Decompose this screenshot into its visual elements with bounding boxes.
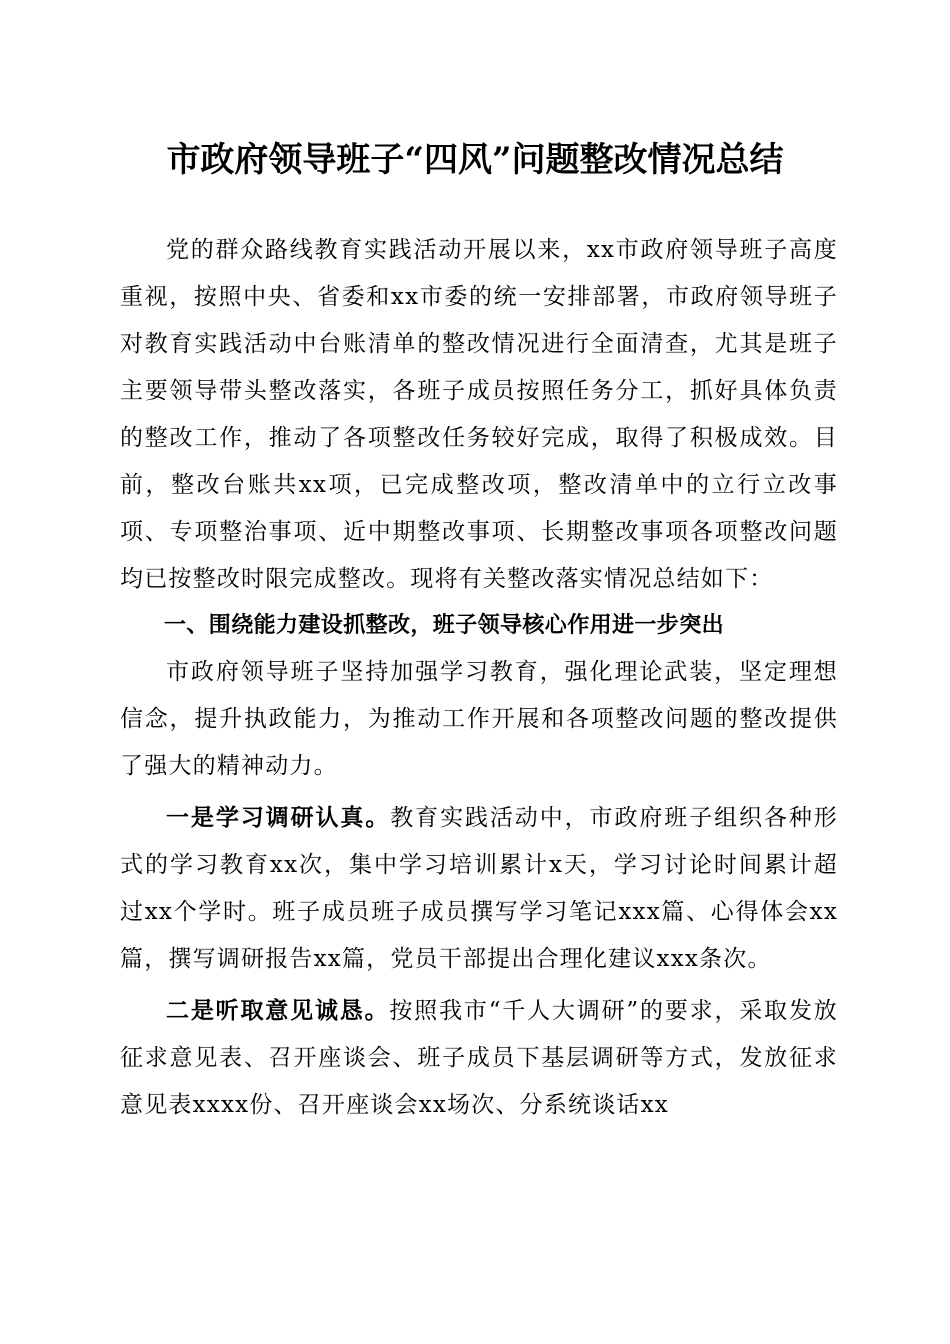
document-title: 市政府领导班子“四风”问题整改情况总结 <box>166 140 784 180</box>
intro-paragraph: 党的群众路线教育实践活动开展以来，xx市政府领导班子高度重视，按照中央、省委和xx市委的统一安排部署，市政府领导班子对教育实践活动中台账清单的整改情况进行全面清查，尤其是班子主要领导带头整改落实，各班子成员按照任务分工，抓好具体负责的整改工作，推动了各项整改任务较好完成，取得了积极成效。目前，整改台账共xx项，已完成整改项，整改清单中的立行立改事项、专项整治事项、近中期整改事项、长期整改事项各项整改问题均已按整改时限完成整改。现将有关整改落实情况总结如下： <box>120 237 838 592</box>
item-1-body-text: 教育实践活动中，市政府班子组织各种形式的学习教育xx次，集中学习培训累计x天，学习讨论时间累计超过xx个学时。班子成员班子成员撰写学习笔记xxx篇、心得体会xx篇，撰写调研报告xx篇，党员干部提出合理化建议xxx条次。 <box>120 805 838 972</box>
document-body <box>120 227 838 1129</box>
section-1-intro-paragraph: 市政府领导班子坚持加强学习教育，强化理论武装，坚定理想信念，提升执政能力，为推动工作开展和各项整改问题的整改提供了强大的精神动力。 <box>120 659 838 779</box>
item-2-lead-text: 二是听取意见诚恳。 <box>166 997 390 1024</box>
section-1-item-1-paragraph <box>120 794 838 983</box>
item-1-lead-text: 一是学习调研认真。 <box>166 804 391 831</box>
item-2-body-text: 按照我市“千人大调研”的要求，采取发放征求意见表、召开座谈会、班子成员下基层调研等方式，发放征求意见表xxxx份、召开座谈会xx场次、分系统谈话xx <box>120 998 838 1118</box>
section-1-item-2-paragraph <box>120 987 838 1129</box>
section-heading-1: 一、围绕能力建设抓整改，班子领导核心作用进一步突出 <box>164 613 725 638</box>
